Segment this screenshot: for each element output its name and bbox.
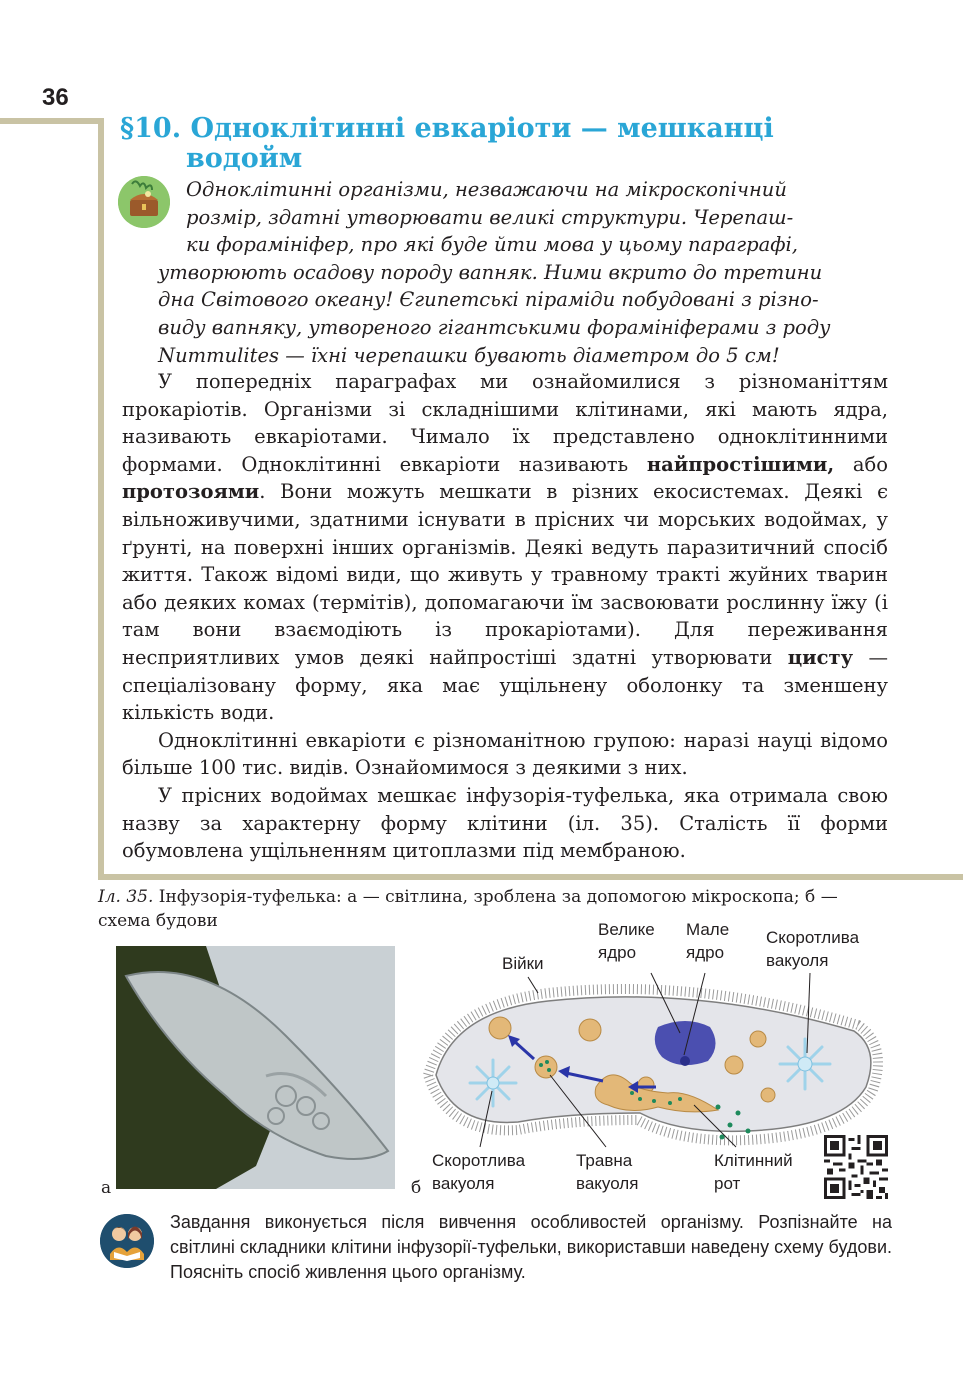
term-cyst: цисту	[787, 645, 854, 669]
label-macronucleus-1: Велике	[598, 920, 655, 939]
label-contractile-bottom-2: вакуоля	[432, 1174, 495, 1193]
body-p1-part-b: або	[834, 452, 888, 476]
label-digestive-2: вакуоля	[576, 1174, 639, 1193]
intro-line-6: виду вапняку, утвореного гігантськими форамініферами з роду	[158, 316, 831, 339]
body-paragraph-1	[122, 368, 888, 727]
treasure-chest-icon	[118, 176, 170, 228]
section-title-line1: §10. Одноклітинні евкаріоти — мешканці	[120, 113, 774, 144]
label-contractile-bottom-1: Скоротлива	[432, 1151, 526, 1170]
label-contractile-top-1: Скоротлива	[766, 928, 860, 947]
body-p1-part-a: У попередніх параграфах ми ознайомилися з різноманіттям прокаріотів. Організми зі складнішими клітинами, які мають ядра, називають евкаріотами. Чимало їх представлено одноклітинними формами. Одноклітинні евкаріоти називають	[122, 370, 888, 476]
label-mouth-1: Клітинний	[714, 1151, 793, 1170]
paramecium-micrograph	[116, 946, 395, 1189]
figure-caption-text: Інфузорія-туфелька: а — світлина, зроблена за допомогою мікроскопа; б — схема будови	[98, 887, 838, 931]
body-p1-part-c: . Вони можуть мешкати в різних екосистемах. Деякі є вільноживучими, здатними існувати в прісних чи морських водоймах, у ґрунті, на поверхні інших організмів. Деякі ведуть паразитичний спосіб життя. Також відомі види, що живуть у травному тракті жуйних тварин або деяких комах (термітів), допомагаючи їм засвоювати рослинну їжу (і там вони взаємодіють із прокаріотами). Для переживання несприятливих умов деякі найпростіші здатні утворювати	[122, 480, 888, 669]
body-paragraph-3: У прісних водоймах мешкає інфузорія-туфелька, яка отримала свою назву за характерну форму клітини (іл. 35). Сталість її форми обумовлена ущільненням цитоплазми під мембраною.	[122, 783, 888, 863]
frame-left-rule	[98, 118, 104, 880]
qr-code-icon[interactable]	[824, 1135, 888, 1199]
body-text	[122, 368, 888, 865]
body-paragraph-2: Одноклітинні евкаріоти є різноманітною групою: наразі науці відомо більше 100 тис. видів. Ознайомимося з деякими з них.	[122, 728, 888, 780]
intro-line-7: Nummulites — їхні черепашки бувають діаметром до 5 см!	[158, 343, 780, 367]
frame-top-rule	[0, 118, 104, 124]
intro-line-4: утворюють осадову породу вапняк. Ними вкрито до третини	[158, 260, 823, 284]
figure-caption-ref: Іл. 35.	[98, 887, 154, 907]
task-text: Завдання виконується після вивчення особливостей організму. Розпізнайте на світлині складники клітини інфузорії-туфельки, використавши наведену схему будови. Поясніть спосіб живлення цього організму.	[170, 1212, 892, 1282]
term-protozoa-simple: найпростішими,	[646, 452, 835, 476]
label-contractile-top-2: вакуоля	[766, 951, 829, 970]
intro-line-2: розмір, здатні утворювати великі структури. Черепаш-	[186, 205, 794, 229]
label-cilia: Війки	[502, 954, 544, 973]
students-reading-icon	[100, 1214, 154, 1268]
body-p1-part-d: — спеціалізовану форму, яка має ущільнену оболонку та зменшену кількість води.	[122, 645, 888, 725]
label-micronucleus-2: ядро	[686, 943, 725, 962]
page-number: 36	[42, 84, 69, 111]
label-micronucleus-1: Мале	[686, 920, 730, 939]
figure-label-b: б	[411, 1178, 422, 1198]
frame-bottom-rule	[98, 874, 963, 880]
section-title-line2: водойм	[186, 143, 303, 174]
intro-line-5: дна Світового океану! Єгипетські піраміди побудовані з різно-	[158, 288, 819, 312]
section-title	[120, 114, 940, 174]
label-digestive-1: Травна	[576, 1151, 633, 1170]
intro-line-3: ки форамініфер, про які буде йти мова у цьому параграфі,	[186, 233, 798, 257]
label-mouth-2: рот	[714, 1174, 741, 1193]
figure-label-a: а	[101, 1178, 112, 1198]
term-protozoa: протозоями	[122, 480, 260, 504]
intro-line-1: Одноклітинні організми, незважаючи на мікроскопічний	[186, 178, 787, 201]
label-macronucleus-2: ядро	[598, 943, 637, 962]
